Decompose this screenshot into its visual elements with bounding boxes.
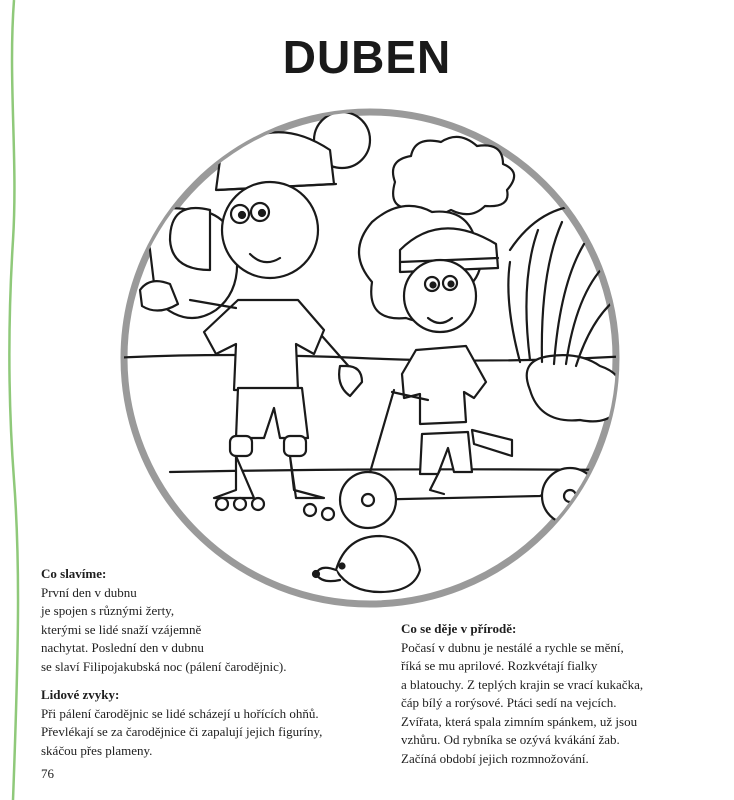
text-line: a blatouchy. Z teplých krajin se vrací kukačka,: [401, 676, 644, 692]
text-line: říká se mu aprilové. Rozkvétají fialky: [401, 658, 598, 673]
page-number: 76: [41, 766, 54, 781]
text-line: čáp bílý a rorýsové. Ptáci sedí na vejcích.: [401, 695, 617, 710]
text-line: kterými se lidé snaží vzájemně: [41, 621, 202, 637]
text-line: Při pálení čarodějnic se lidé scházejí u hořících ohňů.: [41, 705, 319, 721]
text-line: První den v dubnu: [41, 584, 137, 600]
text-line: Počasí v dubnu je nestálé a rychle se mění,: [401, 639, 624, 655]
section-heading: Co slavíme:: [41, 566, 107, 581]
coloring-illustration: [110, 100, 630, 620]
page-spine-decoration: [0, 0, 28, 800]
text-line: se slaví Filipojakubská noc (pálení čarodějnic).: [41, 658, 287, 674]
section-priroda: [401, 620, 643, 768]
section-co-slavime: [41, 565, 286, 676]
section-heading: Co se děje v přírodě:: [401, 621, 517, 636]
text-line: je spojen s různými žerty,: [41, 603, 175, 618]
text-line: vzhůru. Od rybníka se ozývá kvákání žab.: [401, 732, 620, 747]
page-title: DUBEN: [282, 31, 452, 83]
text-line: nachytat. Poslední den v dubnu: [41, 640, 204, 655]
text-line: Začíná období jejich rozmnožování.: [401, 750, 589, 766]
text-line: skáčou přes plameny.: [41, 742, 153, 758]
text-line: Převlékají se za čarodějnice či zapalují jejich figuríny,: [41, 724, 323, 739]
text-line: Zvířata, která spala zimním spánkem, už jsou: [401, 713, 638, 729]
section-lidove-zvyky: [41, 686, 322, 760]
section-heading: Lidové zvyky:: [41, 687, 120, 702]
